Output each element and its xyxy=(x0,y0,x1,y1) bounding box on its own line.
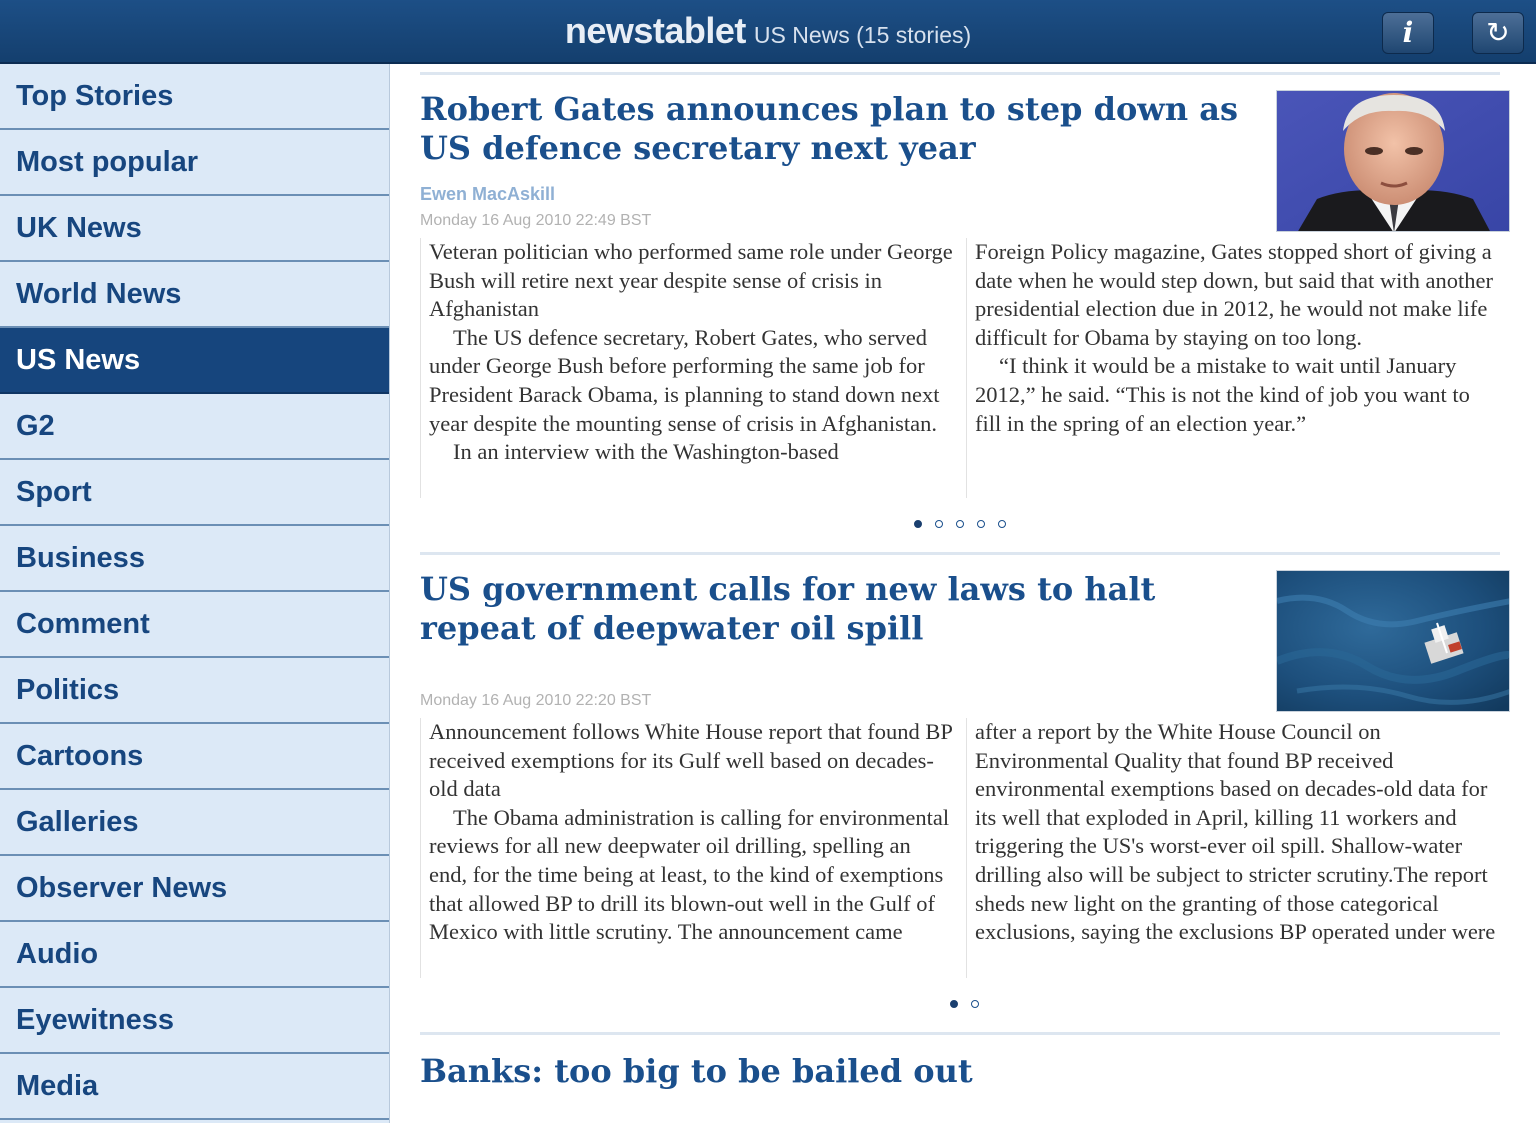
top-bar xyxy=(0,0,1536,64)
portrait-photo-icon xyxy=(1277,91,1510,232)
article-text-column-left xyxy=(420,238,954,498)
divider xyxy=(420,72,1500,75)
refresh-icon: ↻ xyxy=(1486,16,1510,49)
refresh-button[interactable] xyxy=(1472,12,1524,54)
title-area xyxy=(0,10,1536,52)
article-standfirst: Veteran politician who performed same role under George Bush will retire next year despite sense of crisis in Afghanistan xyxy=(429,239,953,322)
page-dot[interactable] xyxy=(956,520,964,528)
sidebar-item-business[interactable]: Business xyxy=(0,526,389,592)
page-dot-active[interactable] xyxy=(914,520,922,528)
divider xyxy=(420,552,1500,555)
sidebar-item-observer-news[interactable]: Observer News xyxy=(0,856,389,922)
page-dot-active[interactable] xyxy=(950,1000,958,1008)
section-subtitle: US News (15 stories) xyxy=(753,22,972,48)
article-paragraph: The US defence secretary, Robert Gates, who served under George Bush before performing the same job for President Barack Obama, is planning to stand down next year despite the mounting sense of crisis in Afghanistan. xyxy=(429,324,940,436)
article-headline[interactable]: Banks: too big to be bailed out xyxy=(420,1052,973,1090)
article-paragraph: Foreign Policy magazine, Gates stopped short of giving a date when he would step down, but said that with another presidential election due in 2012, he would not make life difficult for Obama by staying on too long. xyxy=(975,239,1494,350)
sidebar xyxy=(0,64,390,1123)
article-text-column-left xyxy=(420,718,954,978)
sidebar-item-eyewitness[interactable]: Eyewitness xyxy=(0,988,389,1054)
sidebar-item-politics[interactable]: Politics xyxy=(0,658,389,724)
page-indicator[interactable] xyxy=(914,520,1006,528)
article-thumbnail[interactable] xyxy=(1276,570,1510,712)
sidebar-item-most-popular[interactable]: Most popular xyxy=(0,130,389,196)
article-text-column-right xyxy=(966,238,1500,498)
article-text-column-right xyxy=(966,718,1500,978)
sidebar-item-comment[interactable]: Comment xyxy=(0,592,389,658)
article-card[interactable] xyxy=(420,570,1512,1020)
sidebar-item-top-stories[interactable]: Top Stories xyxy=(0,64,389,130)
page-dot[interactable] xyxy=(971,1000,979,1008)
app-logo: newstablet xyxy=(564,10,746,51)
article-date: Monday 16 Aug 2010 22:20 BST xyxy=(420,692,652,709)
sidebar-item-world-news[interactable]: World News xyxy=(0,262,389,328)
sidebar-item-cartoons[interactable]: Cartoons xyxy=(0,724,389,790)
article-headline[interactable]: US government calls for new laws to halt repeat of deepwater oil spill xyxy=(420,570,1156,647)
article-byline[interactable]: Ewen MacAskill xyxy=(420,184,556,204)
story-list xyxy=(390,64,1536,1123)
article-paragraph: “I think it would be a mistake to wait until January 2012,” he said. “This is not the kind of job you want to fill in the spring of an election year.” xyxy=(975,353,1470,436)
divider xyxy=(420,1032,1500,1035)
sidebar-item-uk-news[interactable]: UK News xyxy=(0,196,389,262)
oil-rig-ocean-photo-icon xyxy=(1277,571,1510,712)
page-indicator[interactable] xyxy=(950,1000,979,1008)
article-paragraph: after a report by the White House Council on Environmental Quality that found BP received environmental exemptions based on decades-old data for its well that exploded in April, killing 11 workers and triggering the US's worst-ever oil spill. Shallow-water drilling also will be subject to stricter scrutiny.The report sheds new light on the granting of those categorical exclusions, saying the exclusions BP operated under were xyxy=(975,719,1496,945)
article-card[interactable] xyxy=(420,90,1512,540)
sidebar-item-us-news[interactable]: US News xyxy=(0,328,389,394)
sidebar-item-media[interactable]: Media xyxy=(0,1054,389,1120)
article-date: Monday 16 Aug 2010 22:49 BST xyxy=(420,212,652,229)
page-dot[interactable] xyxy=(998,520,1006,528)
article-thumbnail[interactable] xyxy=(1276,90,1510,232)
article-paragraph: In an interview with the Washington-based xyxy=(453,439,839,465)
page-dot[interactable] xyxy=(977,520,985,528)
sidebar-item-g2[interactable]: G2 xyxy=(0,394,389,460)
article-standfirst: Announcement follows White House report that found BP received exemptions for its Gulf well based on decades-old data xyxy=(429,719,953,802)
sidebar-item-galleries[interactable]: Galleries xyxy=(0,790,389,856)
sidebar-item-sport[interactable]: Sport xyxy=(0,460,389,526)
article-paragraph: The Obama administration is calling for environmental reviews for all new deepwater oil drilling, spelling an end, for the time being at least, to the kind of exemptions that allowed BP to drill its blown-out well in the Gulf of Mexico with little scrutiny. The announcement came xyxy=(429,804,950,945)
sidebar-item-audio[interactable]: Audio xyxy=(0,922,389,988)
info-button[interactable] xyxy=(1382,12,1434,54)
page-dot[interactable] xyxy=(935,520,943,528)
info-icon: i xyxy=(1402,16,1414,49)
article-headline[interactable]: Robert Gates announces plan to step down as US defence secretary next year xyxy=(420,90,1238,167)
